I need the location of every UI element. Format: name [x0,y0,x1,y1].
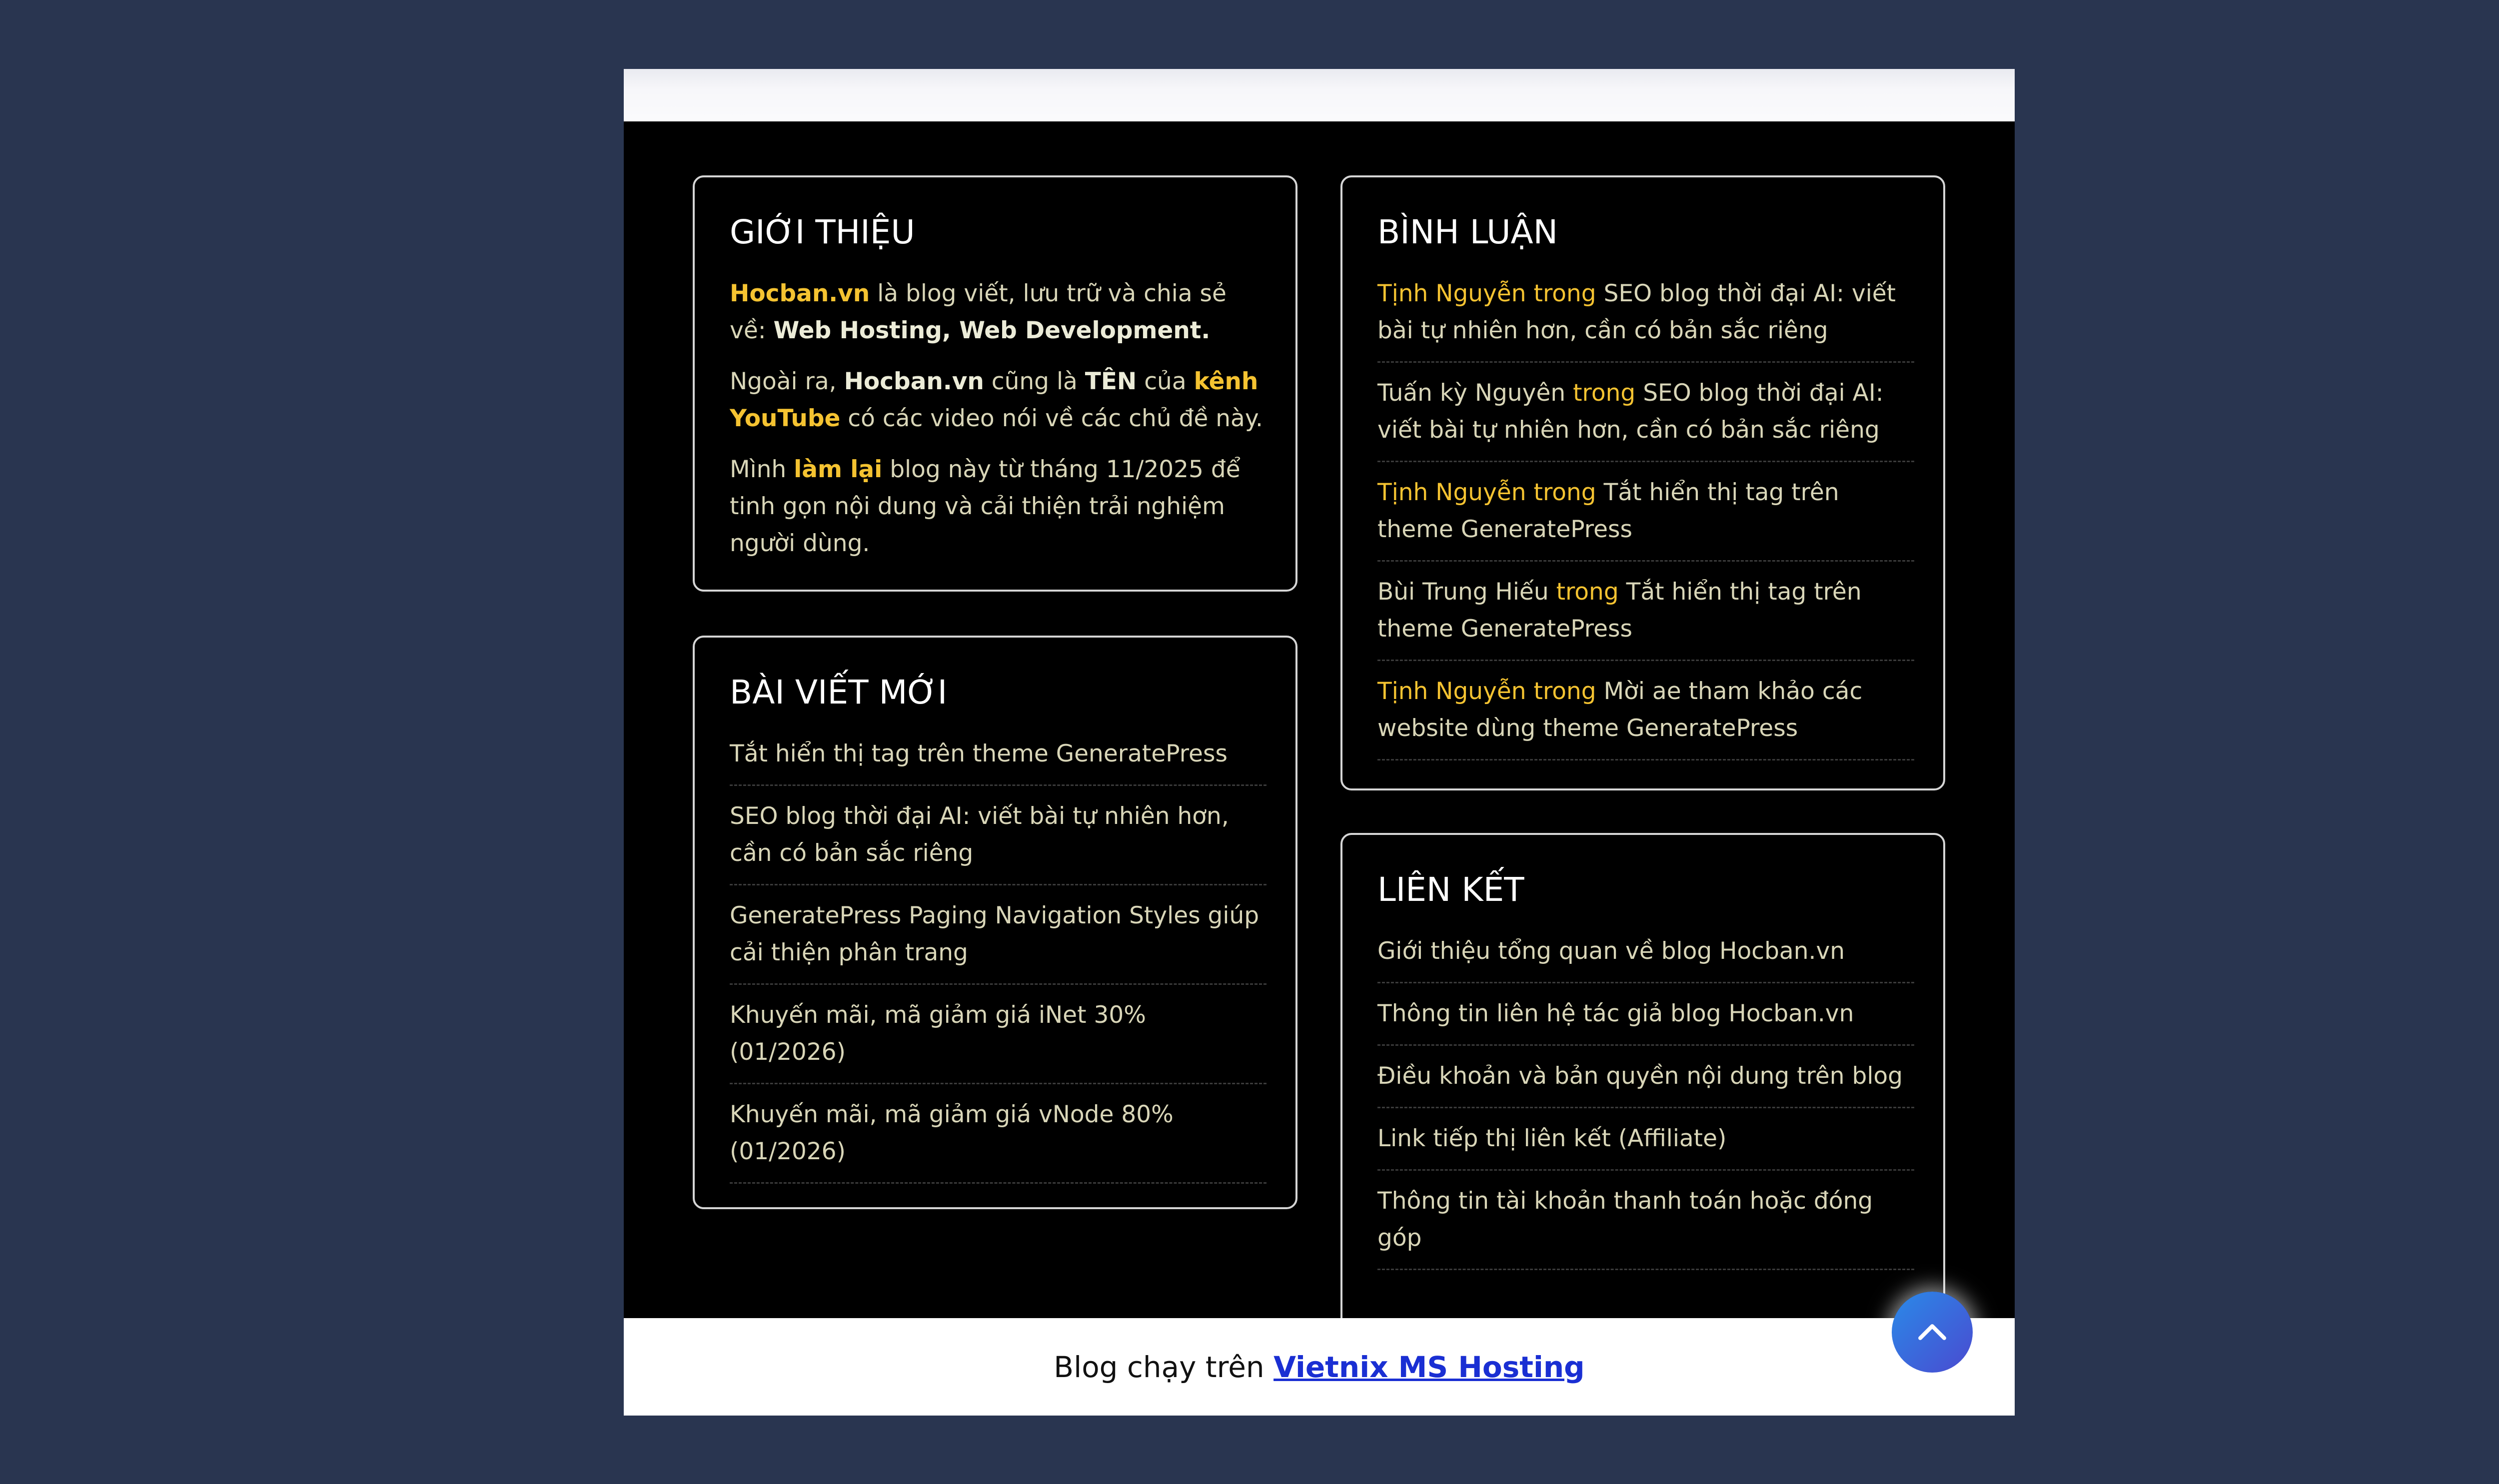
links-list [1377,933,1914,1270]
comments-widget [1340,175,1945,790]
intro-title: GIỚI THIỆU [730,213,915,251]
recent-post-item [730,736,1266,786]
comment-author: Tuấn kỳ Nguyên [1377,379,1566,407]
footer-link[interactable]: Điều khoản và bản quyền nội dung trên blog [1377,1062,1903,1090]
recent-post-item [730,897,1266,985]
links-widget [1340,833,1945,1332]
recent-post-link[interactable]: Khuyến mãi, mã giảm giá vNode 80% (01/2026) [730,1101,1174,1165]
comments-title: BÌNH LUẬN [1377,213,1558,251]
hosting-link[interactable]: Vietnix MS Hosting [1273,1350,1585,1384]
comment-post-link[interactable]: Tắt hiển thị tag trên theme GeneratePress [1377,578,1862,643]
intro-paragraph-2: Ngoài ra, Hocban.vn cũng là TÊN của kênh YouTube có các video nói về các chủ đề này. [730,368,1263,432]
comment-post-link[interactable]: SEO blog thời đại AI: viết bài tự nhiên hơn, cần có bản sắc riêng [1377,280,1896,344]
comment-in-word: trong [1533,280,1596,307]
comment-in-word: trong [1573,379,1636,407]
footer-link-item [1377,995,1914,1046]
comment-in-word: trong [1533,678,1596,705]
recent-post-link[interactable]: SEO blog thời đại AI: viết bài tự nhiên hơn, cần có bản sắc riêng [730,802,1229,867]
comment-in-word: trong [1533,479,1596,506]
recent-post-link[interactable]: Khuyến mãi, mã giảm giá iNet 30% (01/2026) [730,1001,1146,1066]
recent-post-link[interactable]: GeneratePress Paging Navigation Styles giúp cải thiện phân trang [730,902,1259,966]
footer-link[interactable]: Link tiếp thị liên kết (Affiliate) [1377,1125,1727,1152]
comment-author: Tịnh Nguyễn [1377,479,1526,506]
recent-post-item [730,1096,1266,1184]
site-footer [624,1318,2015,1416]
recent-posts-title: BÀI VIẾT MỚI [730,673,948,712]
comment-item [1377,275,1914,363]
footer-credit: Blog chạy trên Vietnix MS Hosting [1054,1350,1585,1384]
comment-item [1377,673,1914,760]
footer-link[interactable]: Thông tin liên hệ tác giả blog Hocban.vn [1377,1000,1854,1027]
comment-item [1377,574,1914,661]
youtube-channel-link[interactable]: kênh YouTube [730,368,1258,432]
comment-author: Tịnh Nguyễn [1377,678,1526,705]
recent-posts-list [730,736,1266,1184]
comment-post-link[interactable]: Mời ae tham khảo các website dùng theme GeneratePress [1377,678,1863,742]
footer-link[interactable]: Giới thiệu tổng quan về blog Hocban.vn [1377,937,1845,965]
recent-posts-widget [693,636,1297,1209]
comment-post-link[interactable]: Tắt hiển thị tag trên theme GeneratePress [1377,479,1839,543]
rebuild-link[interactable]: làm lại [794,456,883,483]
comment-post-link[interactable]: SEO blog thời đại AI: viết bài tự nhiên hơn, cần có bản sắc riêng [1377,379,1884,444]
page [624,69,2015,1416]
intro-paragraph-1: Hocban.vn là blog viết, lưu trữ và chia sẻ về: Web Hosting, Web Development. [730,280,1227,344]
comment-author: Bùi Trung Hiếu [1377,578,1549,606]
recent-post-item [730,798,1266,885]
footer-link-item [1377,1183,1914,1270]
footer-link[interactable]: Thông tin tài khoản thanh toán hoặc đóng góp [1377,1187,1873,1252]
comments-list [1377,275,1914,760]
footer-link-item [1377,1058,1914,1108]
footer-link-item [1377,1120,1914,1171]
top-strip [624,69,2015,121]
links-title: LIÊN KẾT [1377,870,1524,909]
chevron-up-icon [1914,1314,1950,1350]
comment-in-word: trong [1556,578,1619,606]
intro-paragraph-3: Mình làm lại blog này từ tháng 11/2025 để tinh gọn nội dung và cải thiện trải nghiệm người dùng. [730,456,1241,557]
recent-post-item [730,997,1266,1084]
footer-link-item [1377,933,1914,983]
back-to-top-button[interactable] [1892,1292,1973,1373]
intro-brand-link[interactable]: Hocban.vn [730,280,870,307]
comment-item [1377,474,1914,562]
comment-item [1377,375,1914,462]
intro-widget [693,175,1297,592]
comment-author: Tịnh Nguyễn [1377,280,1526,307]
recent-post-link[interactable]: Tắt hiển thị tag trên theme GeneratePress [730,740,1228,767]
